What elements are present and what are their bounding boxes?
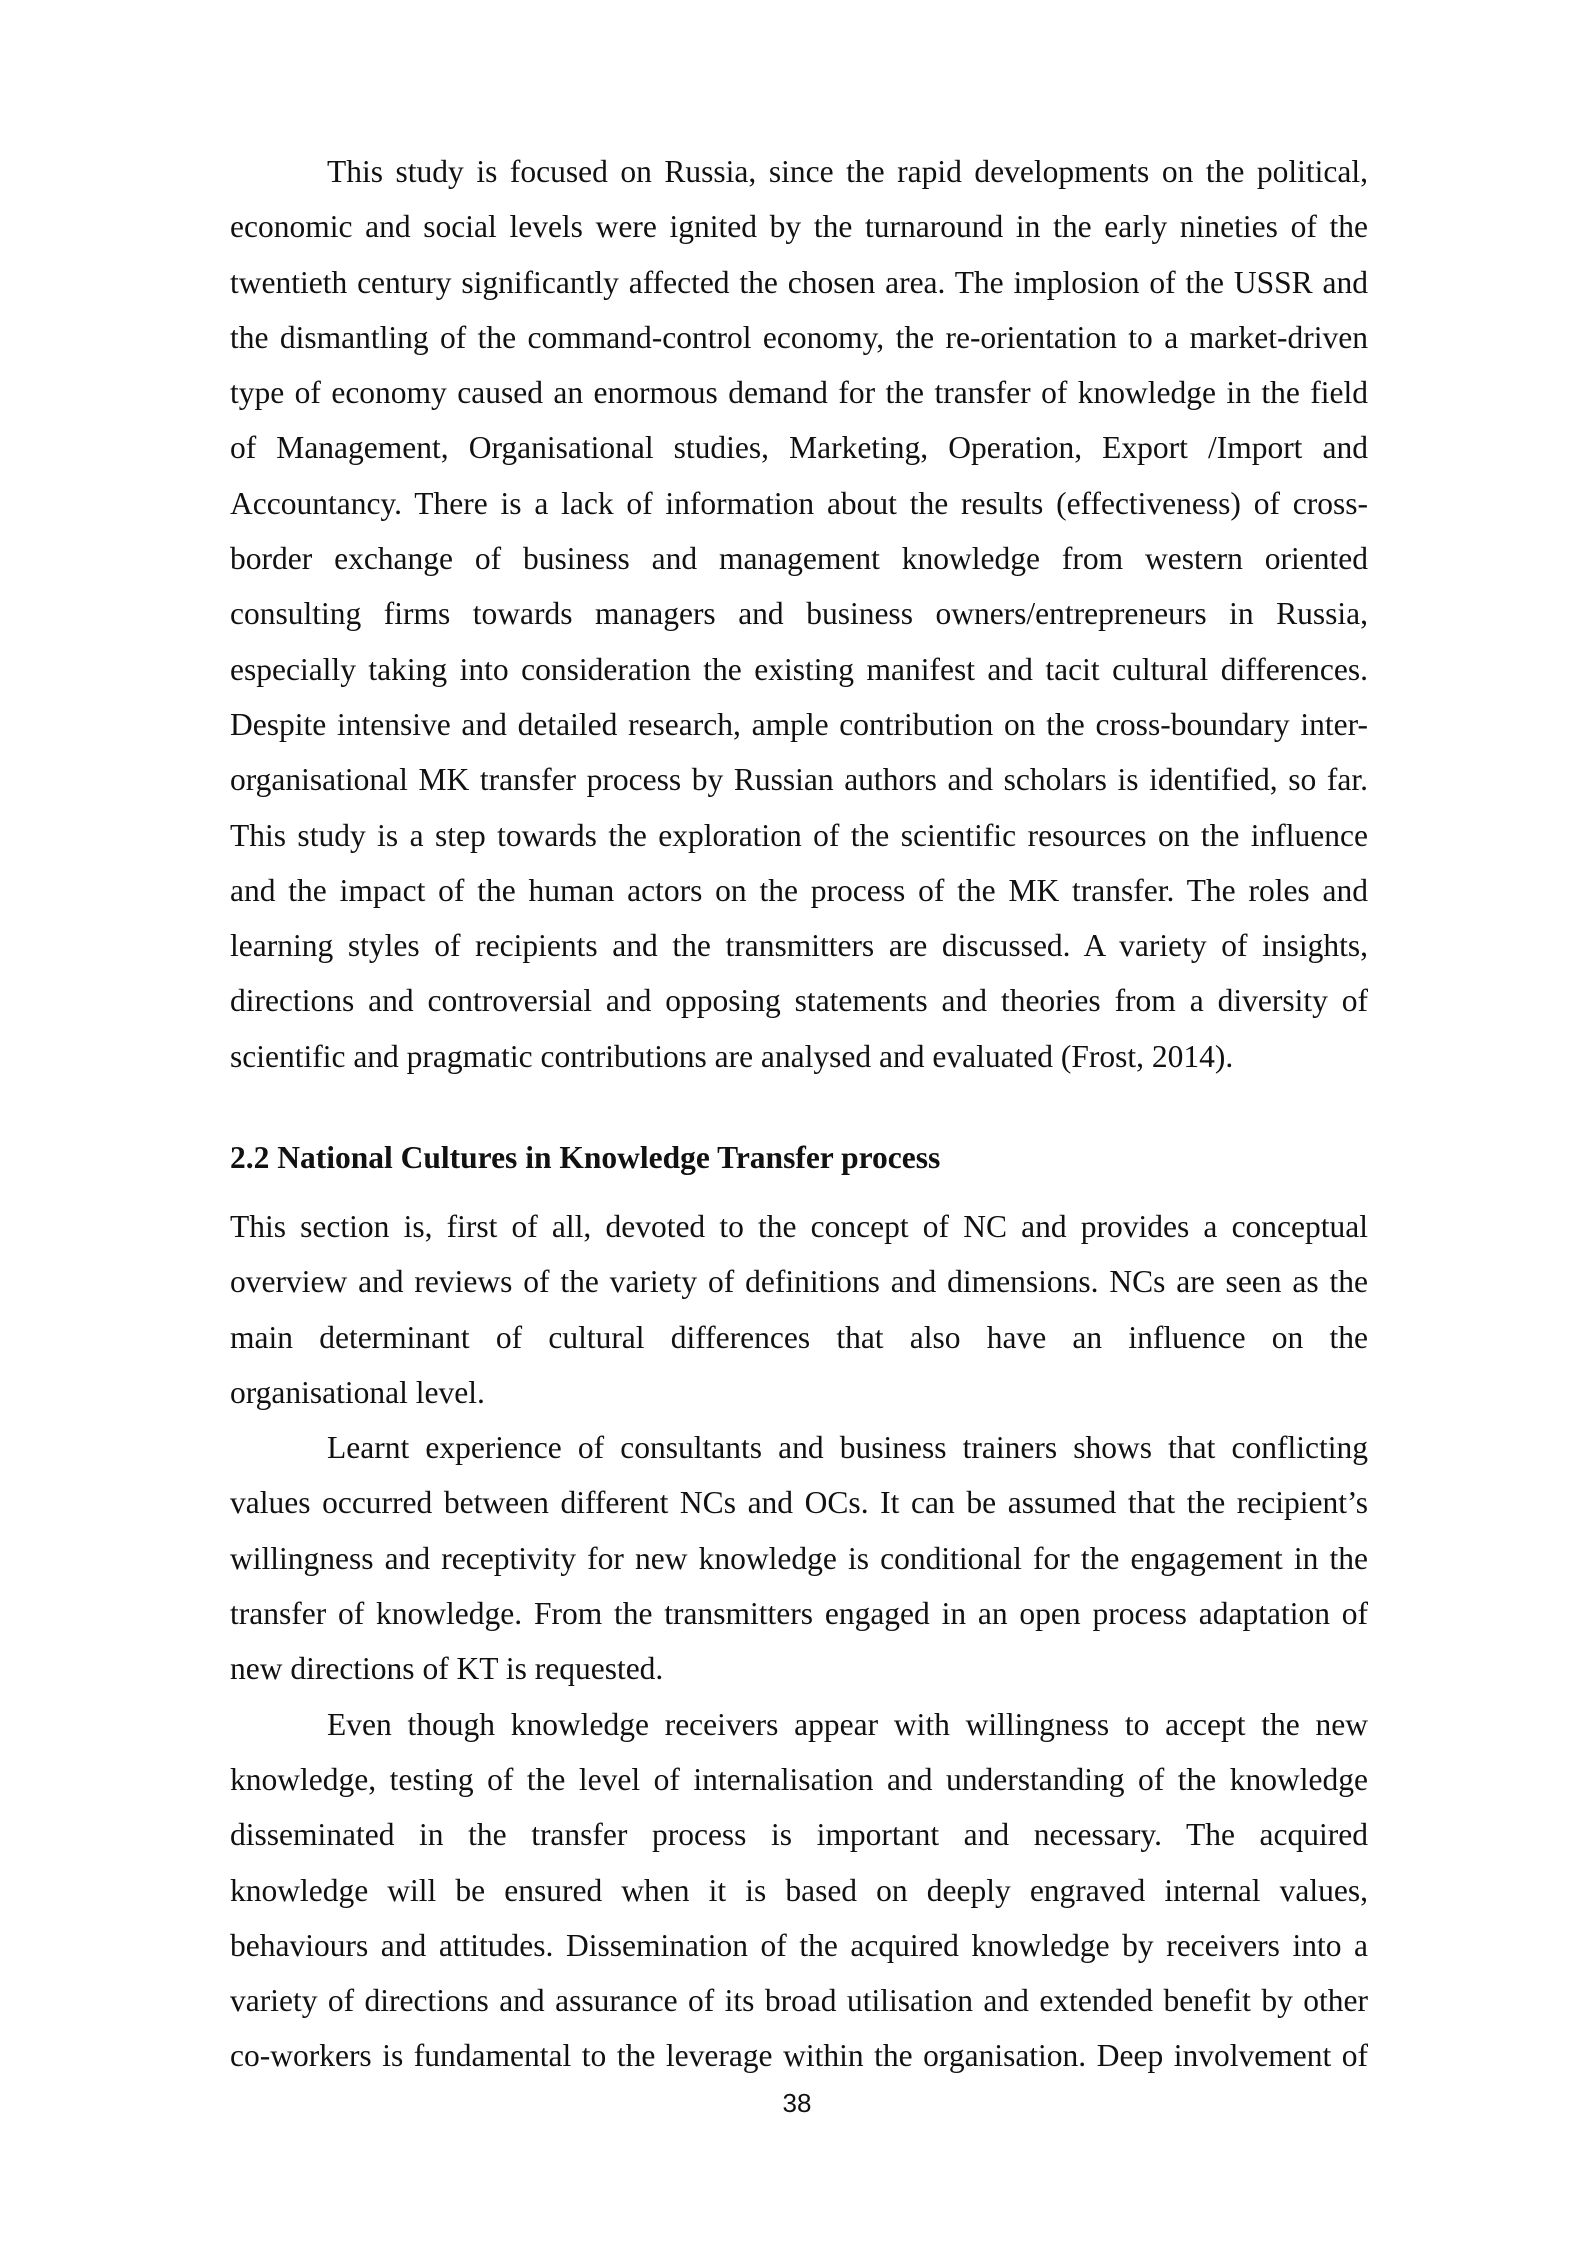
paragraph-learnt-experience: [230, 1420, 1368, 1696]
text-line: scientific and pragmatic contributions are analysed and evaluated (Frost, 2014).: [230, 1038, 1234, 1074]
text-line: Despite intensive and detailed research, ample contribution on the cross-boundary inter-: [230, 706, 1368, 742]
text-line: knowledge, testing of the level of internalisation and understanding of the knowledge: [230, 1761, 1368, 1797]
text-line: directions and controversial and opposing statements and theories from a diversity of: [230, 983, 1368, 1019]
text-line: twentieth century significantly affected the chosen area. The implosion of the USSR and: [230, 264, 1368, 300]
paragraph-knowledge-receivers: [230, 1697, 1368, 2084]
text-line: This study is focused on Russia, since the rapid developments on the political,: [327, 154, 1368, 189]
text-line: organisational level.: [230, 1374, 485, 1410]
text-line: border exchange of business and management knowledge from western oriented: [230, 541, 1368, 577]
text-line: overview and reviews of the variety of definitions and dimensions. NCs are seen as the: [230, 1264, 1368, 1300]
page-number: 38: [782, 2088, 812, 2118]
text-line: willingness and receptivity for new knowledge is conditional for the engagement in the: [230, 1540, 1368, 1576]
text-line: and the impact of the human actors on the process of the MK transfer. The roles and: [230, 872, 1368, 908]
text-line: main determinant of cultural differences that also have an influence on the: [230, 1319, 1368, 1355]
paragraph-section-intro: [230, 1199, 1368, 1420]
text-line: disseminated in the transfer process is important and necessary. The acquired: [230, 1817, 1368, 1853]
text-line: consulting firms towards managers and business owners/entrepreneurs in Russia,: [230, 596, 1368, 632]
text-line: values occurred between different NCs and OCs. It can be assumed that the recipient’s: [230, 1485, 1368, 1521]
text-line: the dismantling of the command-control economy, the re-orientation to a market-driven: [230, 319, 1368, 355]
text-line: type of economy caused an enormous demand for the transfer of knowledge in the field: [230, 375, 1368, 411]
text-line: variety of directions and assurance of its broad utilisation and extended benefit by other: [230, 1983, 1368, 2019]
section-heading: 2.2 National Cultures in Knowledge Transfer process: [230, 1140, 941, 1175]
text-line: behaviours and attitudes. Dissemination of the acquired knowledge by receivers into a: [230, 1927, 1368, 1963]
section-body: [230, 1199, 1368, 2084]
text-line: of Management, Organisational studies, Marketing, Operation, Export /Import and: [230, 430, 1368, 466]
text-line: This study is a step towards the exploration of the scientific resources on the influence: [230, 817, 1368, 853]
text-line: economic and social levels were ignited by the turnaround in the early nineties of the: [230, 209, 1368, 245]
text-line: organisational MK transfer process by Russian authors and scholars is identified, so far.: [230, 762, 1368, 798]
text-line: learning styles of recipients and the transmitters are discussed. A variety of insights,: [230, 928, 1368, 964]
text-line: new directions of KT is requested.: [230, 1651, 664, 1687]
text-line: especially taking into consideration the existing manifest and tacit cultural differences.: [230, 651, 1368, 687]
text-line: transfer of knowledge. From the transmitters engaged in an open process adaptation of: [230, 1596, 1368, 1632]
text-line: This section is, first of all, devoted to the concept of NC and provides a conceptual: [230, 1209, 1368, 1244]
text-line: Learnt experience of consultants and business trainers shows that conflicting: [327, 1430, 1368, 1466]
text-line: Accountancy. There is a lack of information about the results (effectiveness) of cross-: [230, 485, 1368, 521]
paragraph-russia-focus: [230, 144, 1368, 1084]
text-line: knowledge will be ensured when it is based on deeply engraved internal values,: [230, 1872, 1368, 1908]
text-line: co-workers is fundamental to the leverage within the organisation. Deep involvement of: [230, 2038, 1368, 2074]
text-line: Even though knowledge receivers appear with willingness to accept the new: [327, 1706, 1368, 1742]
